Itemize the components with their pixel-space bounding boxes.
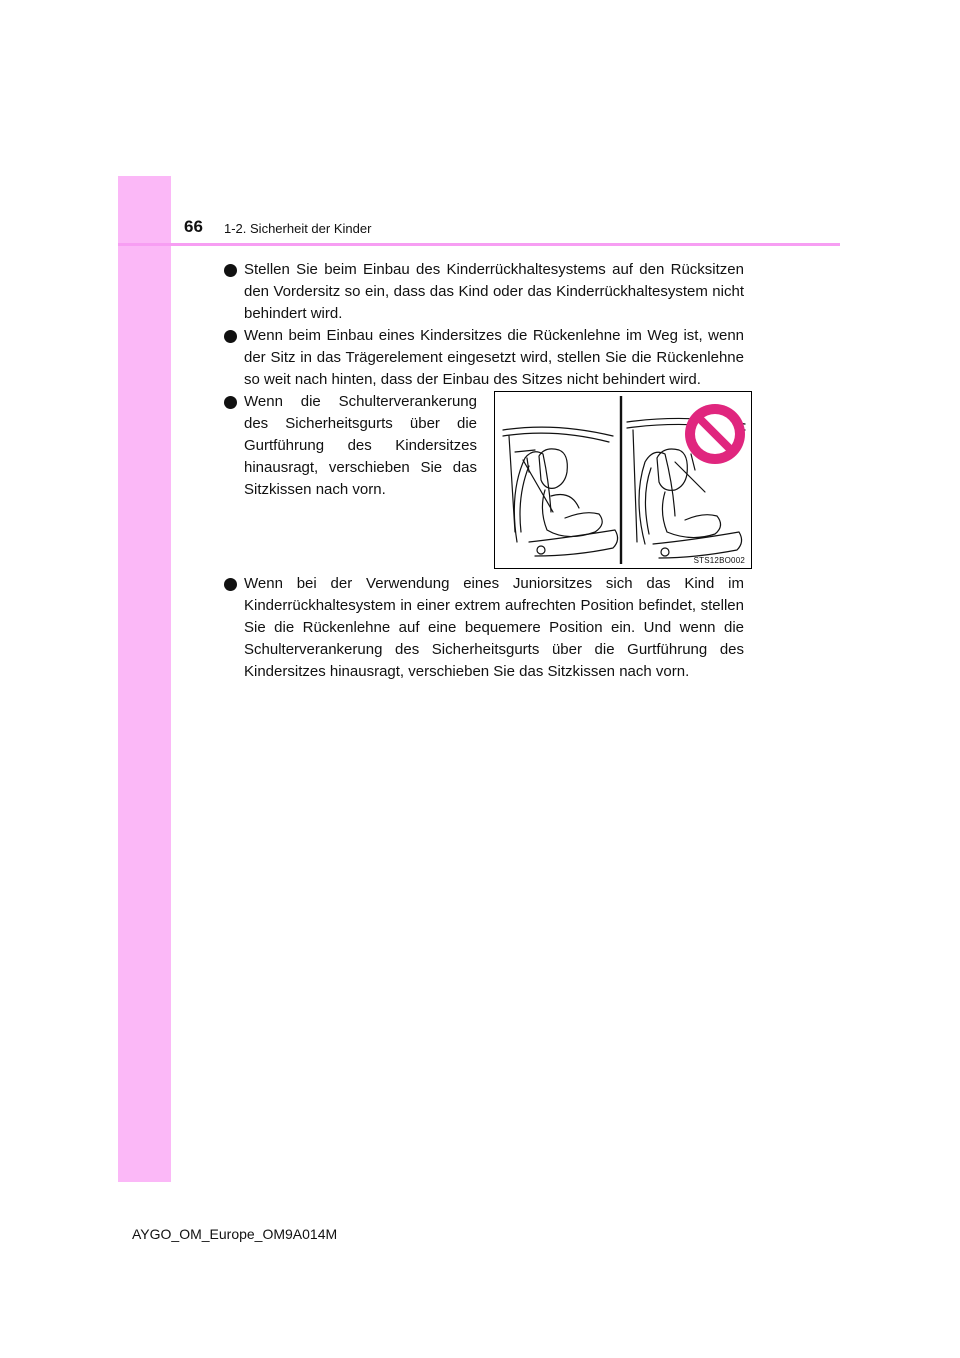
page-number: 66 [184, 217, 203, 236]
chapter-side-band [118, 176, 171, 1182]
bullet-dot-icon [224, 330, 237, 343]
prohibition-icon [685, 404, 745, 464]
footer-document-code: AYGO_OM_Europe_OM9A014M [132, 1226, 338, 1242]
figure-code: STS12BO002 [693, 556, 745, 565]
bullet-item-1: Stellen Sie beim Einbau des Kinderrückhaltesystems auf den Rücksitzen den Vordersitz so ein, dass das Kind oder das Kinderrückhaltesystem nicht behindert wird. [224, 259, 744, 325]
child-seat-illustration [494, 391, 752, 569]
bullet-item-4: Wenn bei der Verwendung eines Juniorsitzes sich das Kind im Kinderrückhaltesystem in einer extrem aufrechten Position befindet, stellen Sie die Rückenlehne auf eine bequemere Position ein. Und wenn die Schulterverankerung des Sicherheitsgurts über die Gurtführung des Kindersitzes hinausragt, verschieben Sie das Sitzkissen nach vorn. [224, 573, 744, 683]
bullet-dot-icon [224, 578, 237, 591]
bullet-item-3: Wenn die Schulterverankerung des Sicherheitsgurts über die Gurtführung des Kindersitzes hinausragt, verschieben Sie das Sitzkissen nach vorn. [224, 391, 477, 501]
seat-comparison-drawing [495, 392, 751, 568]
bullet-dot-icon [224, 264, 237, 277]
header-rule [118, 243, 840, 246]
bullet-item-2: Wenn beim Einbau eines Kindersitzes die Rückenlehne im Weg ist, wenn der Sitz in das Trägerelement eingesetzt wird, stellen Sie die Rückenlehne so weit nach hinten, dass der Einbau des Sitzes nicht behindert wird. [224, 325, 744, 391]
bullet-dot-icon [224, 396, 237, 409]
section-title: 1-2. Sicherheit der Kinder [224, 221, 372, 236]
